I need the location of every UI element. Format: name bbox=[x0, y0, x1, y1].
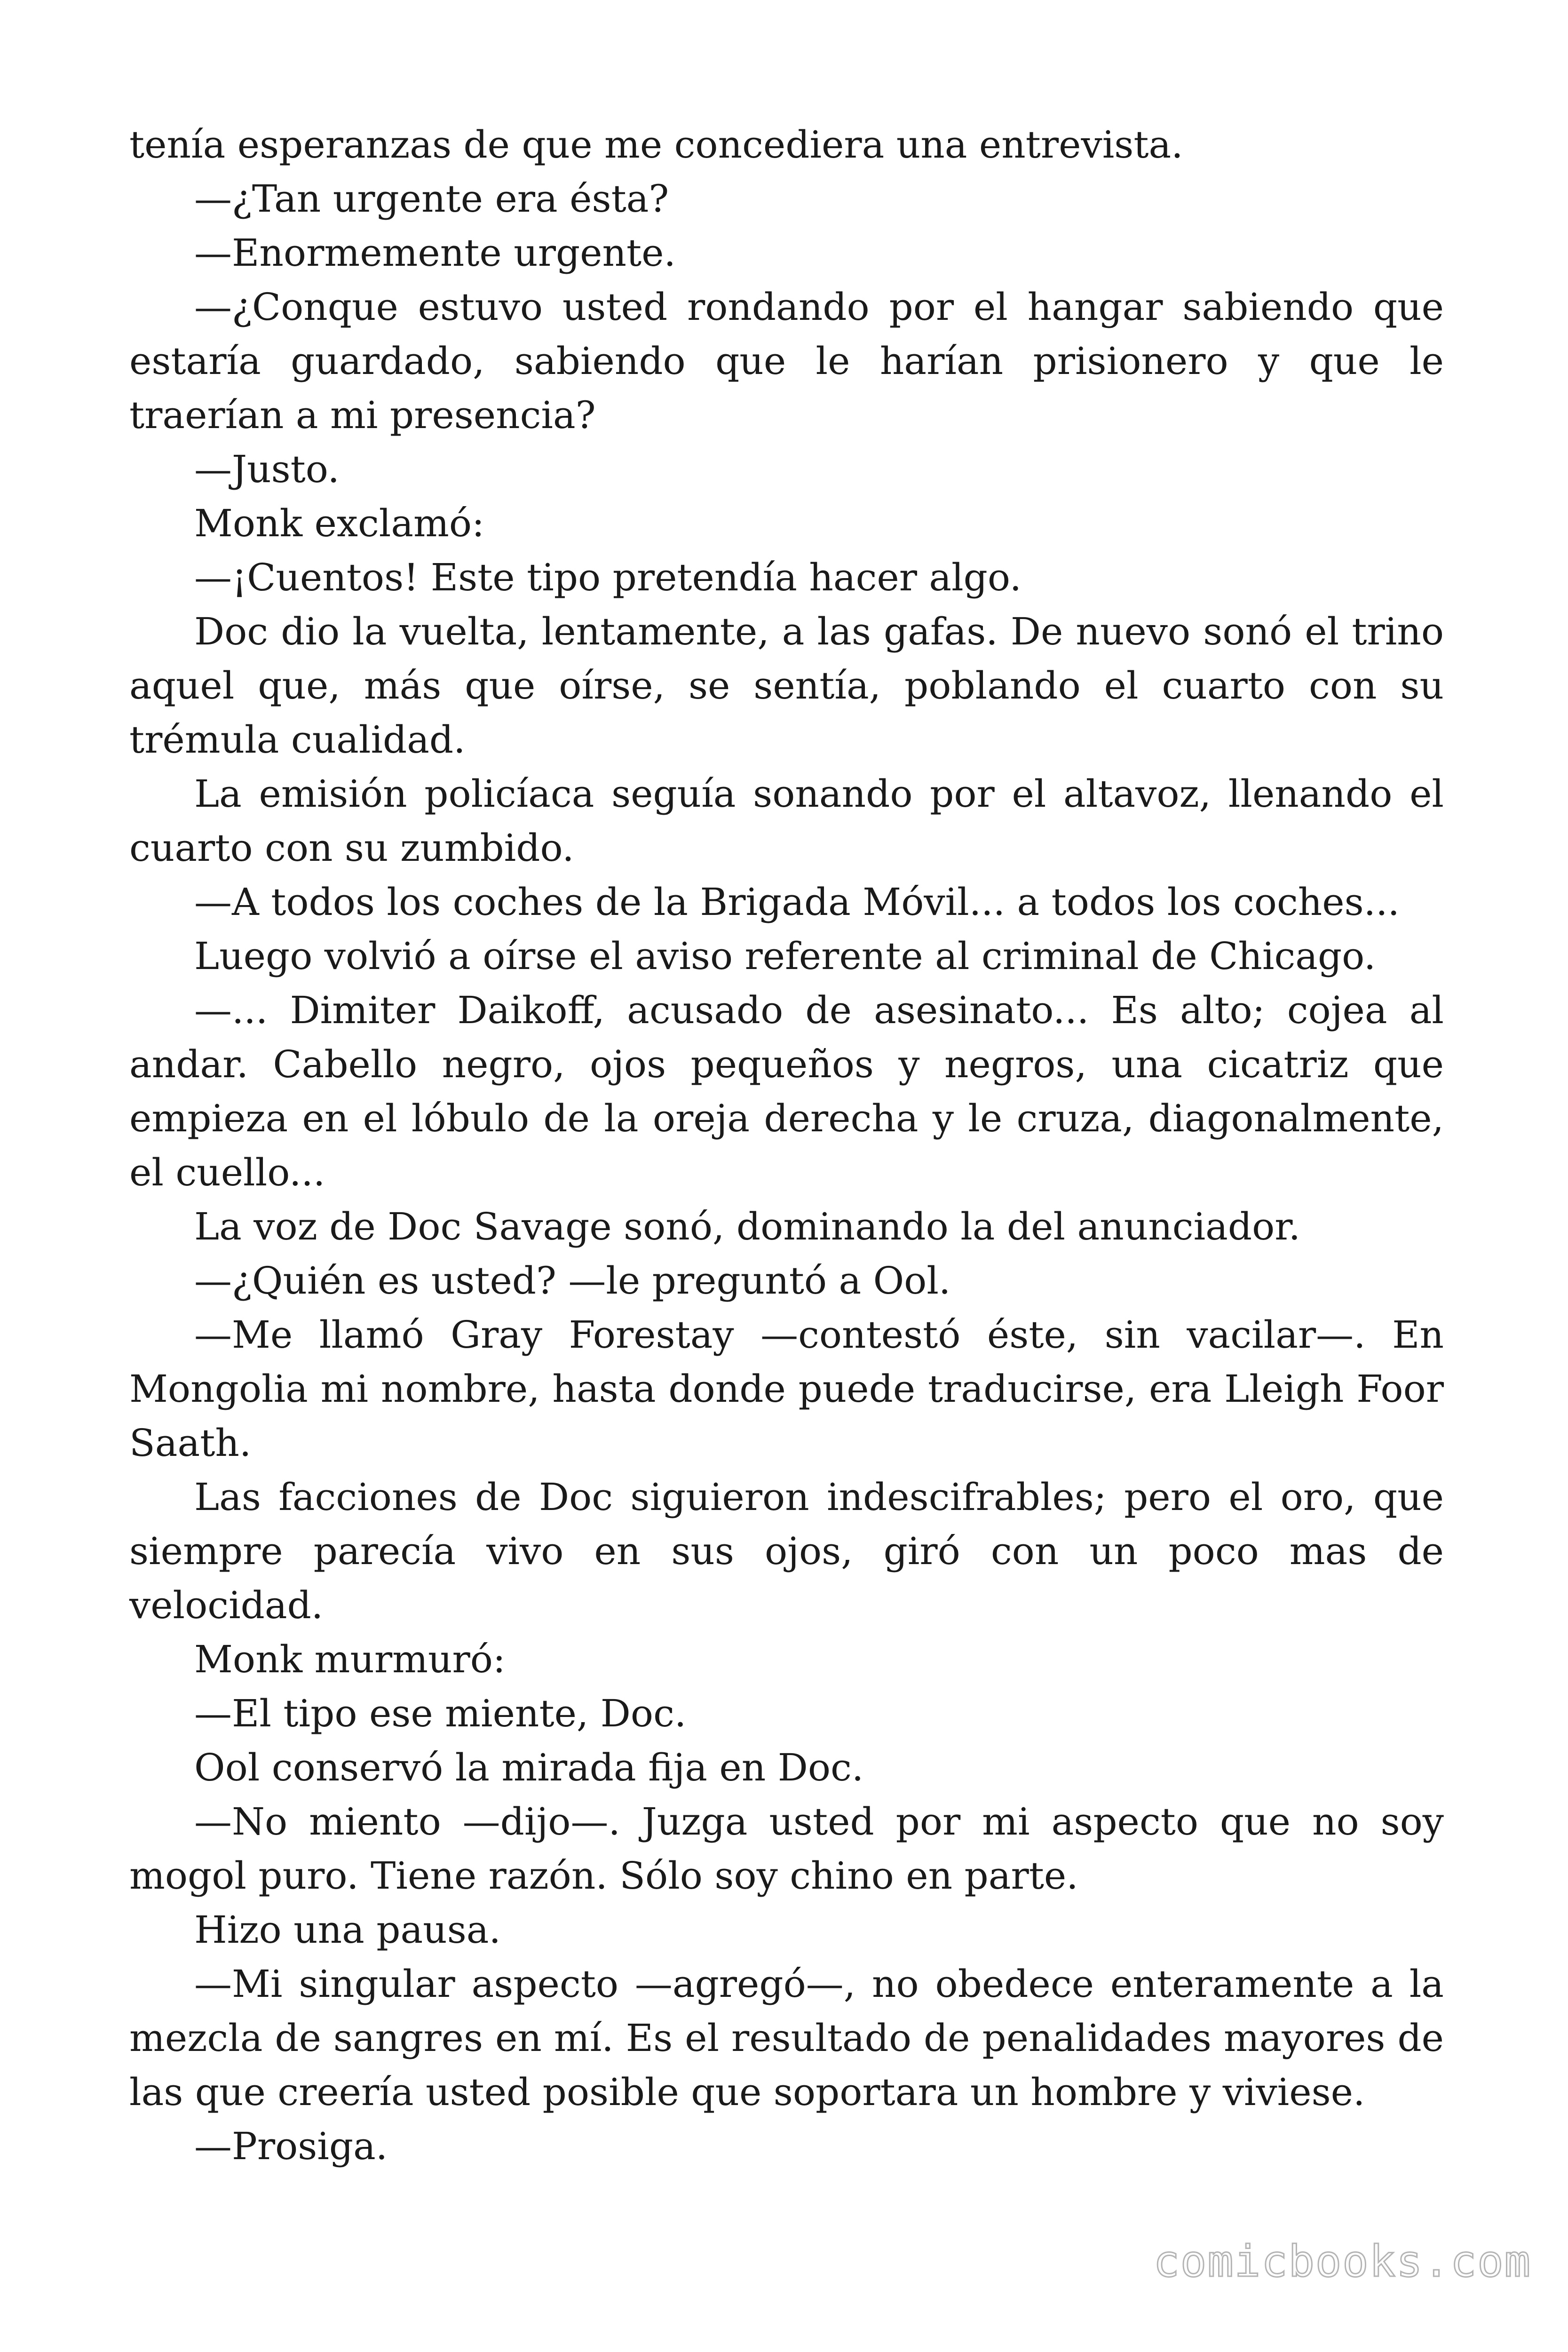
paragraph: —Justo. bbox=[194, 447, 340, 491]
paragraph: La voz de Doc Savage sonó, dominando la del anunciador. bbox=[194, 1205, 1301, 1248]
paragraph: Monk murmuró: bbox=[194, 1637, 506, 1681]
watermark: comicbooks.com bbox=[1153, 2236, 1531, 2287]
paragraph: —A todos los coches de la Brigada Móvil... a todos los coches... bbox=[194, 880, 1400, 924]
paragraph: —El tipo ese miente, Doc. bbox=[194, 1692, 687, 1735]
paragraph: tenía esperanzas de que me concediera una entrevista. bbox=[129, 123, 1183, 167]
paragraph: —Me llamó Gray Forestay —contestó éste, sin vacilar—. En Mongolia mi nombre, hasta donde puede traducirse, era Lleigh Foor Saath. bbox=[129, 1313, 1444, 1465]
paragraph: —¿Quién es usted? —le preguntó a Ool. bbox=[194, 1259, 951, 1303]
paragraph: —Enormemente urgente. bbox=[194, 231, 676, 275]
paragraph: Hizo una pausa. bbox=[194, 1908, 501, 1952]
paragraph: Luego volvió a oírse el aviso referente al criminal de Chicago. bbox=[194, 934, 1376, 978]
paragraph: —¿Conque estuvo usted rondando por el hangar sabiendo que estaría guardado, sabiendo que le harían prisionero y que le traerían a mi presencia? bbox=[129, 285, 1444, 437]
paragraph: La emisión policíaca seguía sonando por el altavoz, llenando el cuarto con su zumbido. bbox=[129, 772, 1444, 870]
paragraph: —¡Cuentos! Este tipo pretendía hacer algo. bbox=[194, 556, 1022, 599]
paragraph: —... Dimiter Daikoff, acusado de asesinato... Es alto; cojea al andar. Cabello negro, ojos pequeños y negros, una cicatriz que empieza en el lóbulo de la oreja derecha y le cruza, diagonalmente, el cuello... bbox=[129, 988, 1444, 1194]
paragraph: —¿Tan urgente era ésta? bbox=[194, 177, 669, 221]
paragraph: Monk exclamó: bbox=[194, 501, 485, 545]
paragraph: —Prosiga. bbox=[194, 2124, 388, 2168]
paragraph: Las facciones de Doc siguieron indescifrables; pero el oro, que siempre parecía vivo en sus ojos, giró con un poco mas de velocidad. bbox=[129, 1475, 1444, 1627]
paragraph: Ool conservó la mirada fija en Doc. bbox=[194, 1746, 864, 1789]
paragraph: Doc dio la vuelta, lentamente, a las gafas. De nuevo sonó el trino aquel que, más que oírse, se sentía, poblando el cuarto con su trémula cualidad. bbox=[129, 610, 1444, 762]
paragraph: —Mi singular aspecto —agregó—, no obedece enteramente a la mezcla de sangres en mí. Es el resultado de penalidades mayores de las que creería usted posible que soportara un hombre y viviese. bbox=[129, 1962, 1444, 2114]
paragraph: —No miento —dijo—. Juzga usted por mi aspecto que no soy mogol puro. Tiene razón. Sólo soy chino en parte. bbox=[129, 1800, 1444, 1898]
book-page-text bbox=[129, 118, 1444, 2173]
